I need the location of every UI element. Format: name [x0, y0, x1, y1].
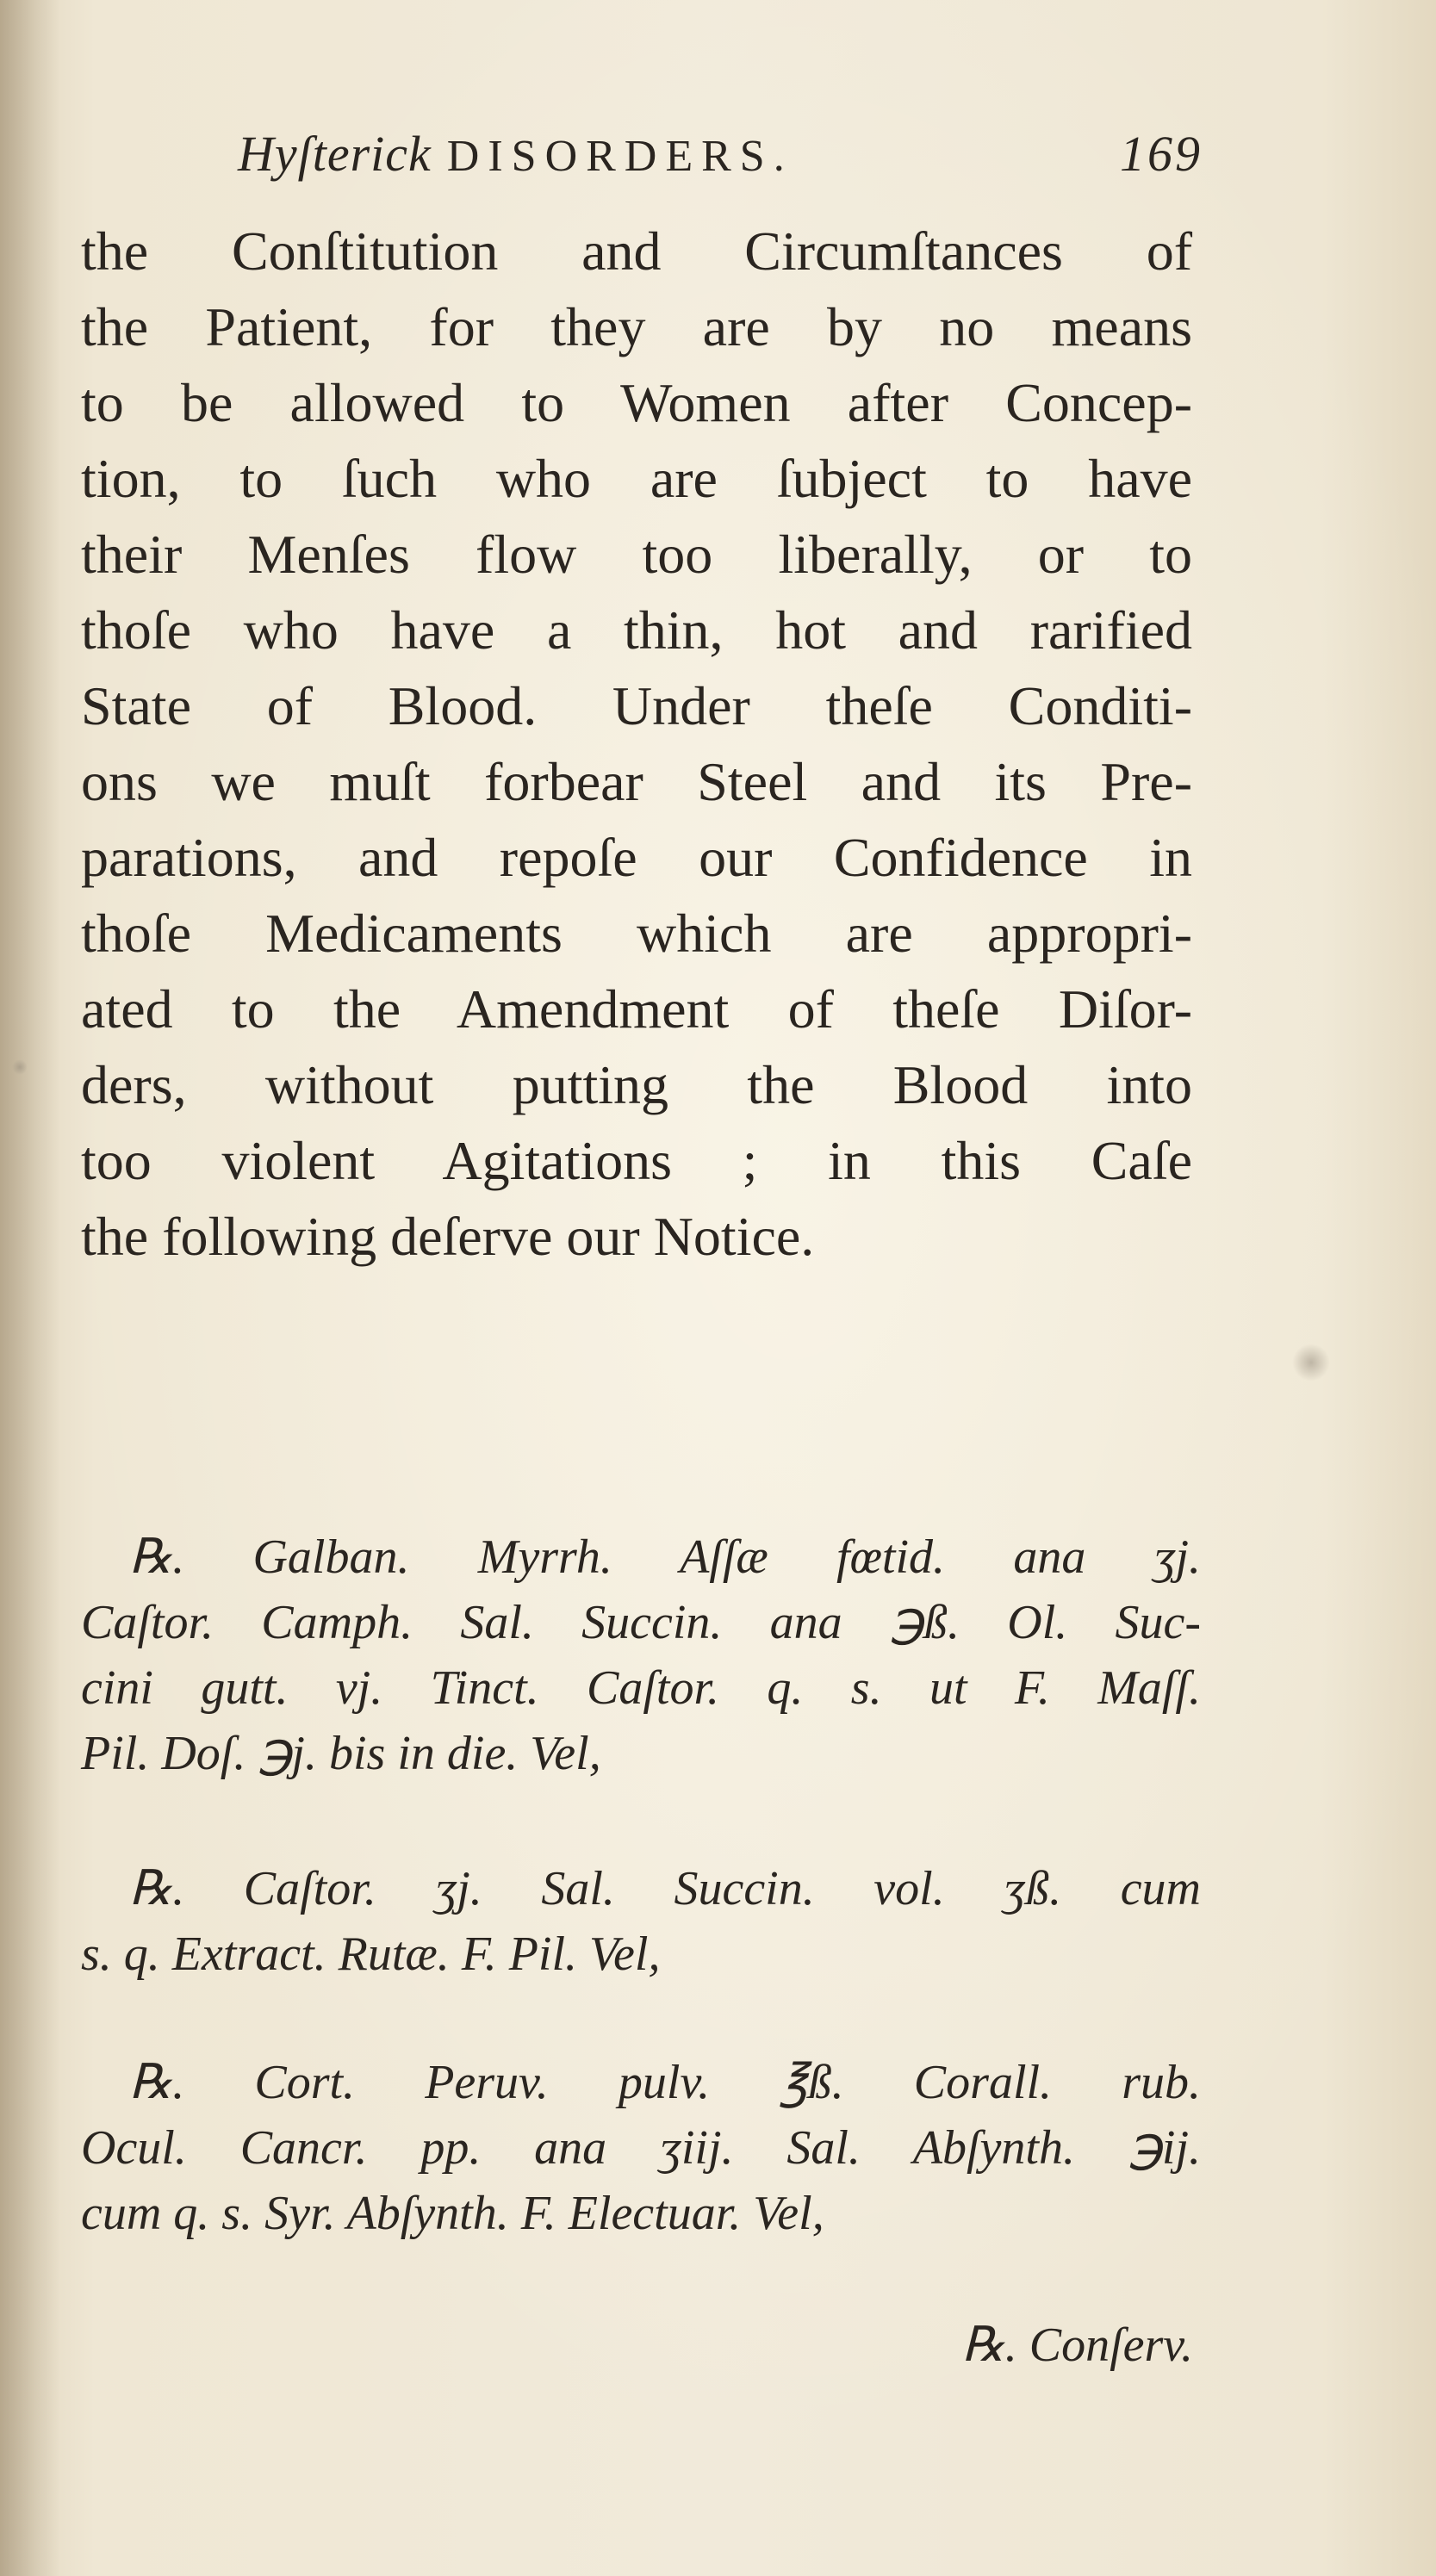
- prescription-3: [81, 2050, 1201, 2246]
- text-line: the Patient, for they are by no means: [81, 296, 1192, 357]
- paper-stain: [1292, 1344, 1330, 1381]
- paper-stain: [12, 1059, 28, 1075]
- text-line: ons we muſt forbear Steel and its Pre-: [81, 751, 1192, 812]
- running-title: [238, 125, 793, 183]
- running-title-caps: DISORDERS.: [446, 132, 793, 181]
- text-line: the Conſtitution and Circumſtances of: [81, 220, 1192, 282]
- prescription-2: [81, 1856, 1201, 1987]
- prescription-line: cum q. s. Syr. Abſynth. F. Electuar. Vel,: [81, 2187, 824, 2240]
- prescription-line: Ocul. Cancr. pp. ana ʒiij. Sal. Abſynth. ℈ij.: [81, 2121, 1201, 2175]
- page-number: 169: [1120, 126, 1203, 182]
- text-line: ders, without putting the Blood into: [81, 1054, 1192, 1115]
- text-line: thoſe Medicaments which are appropri-: [81, 903, 1192, 964]
- text-line: ated to the Amendment of theſe Diſor-: [81, 978, 1192, 1040]
- prescription-line: s. q. Extract. Rutæ. F. Pil. Vel,: [81, 1927, 661, 1981]
- prescription-line: cini gutt. vj. Tinct. Caſtor. q. s. ut F. Maſſ.: [81, 1661, 1201, 1715]
- text-line: to be allowed to Women after Concep-: [81, 372, 1192, 433]
- text-line: parations, and repoſe our Confidence in: [81, 827, 1192, 888]
- prescription-line: Pil. Doſ. ℈j. bis in die. Vel,: [81, 1727, 601, 1780]
- text-line: too violent Agitations ; in this Caſe: [81, 1130, 1192, 1191]
- body-paragraph: [81, 214, 1192, 1275]
- catchword: ℞. Conſerv.: [961, 2318, 1193, 2372]
- text-line: the following deſerve our Notice.: [81, 1206, 815, 1267]
- running-title-italic: Hyſterick: [238, 126, 432, 182]
- prescription-1: [81, 1524, 1201, 1786]
- text-line: tion, to ſuch who are ſubject to have: [81, 448, 1192, 509]
- prescription-line: ℞. Caſtor. ʒj. Sal. Succin. vol. ʒß. cum: [129, 1862, 1201, 1915]
- running-header: [238, 125, 1203, 194]
- text-line: their Menſes flow too liberally, or to: [81, 524, 1192, 585]
- prescription-line: Caſtor. Camph. Sal. Succin. ana ℈ß. Ol. Suc-: [81, 1596, 1201, 1649]
- text-line: State of Blood. Under theſe Conditi-: [81, 675, 1192, 736]
- text-line: thoſe who have a thin, hot and rarified: [81, 599, 1192, 661]
- prescription-line: ℞. Galban. Myrrh. Aſſæ fœtid. ana ʒj.: [129, 1530, 1201, 1584]
- prescription-line: ℞. Cort. Peruv. pulv. ℥ß. Corall. rub.: [129, 2056, 1201, 2109]
- gutter-shadow: [0, 0, 60, 2576]
